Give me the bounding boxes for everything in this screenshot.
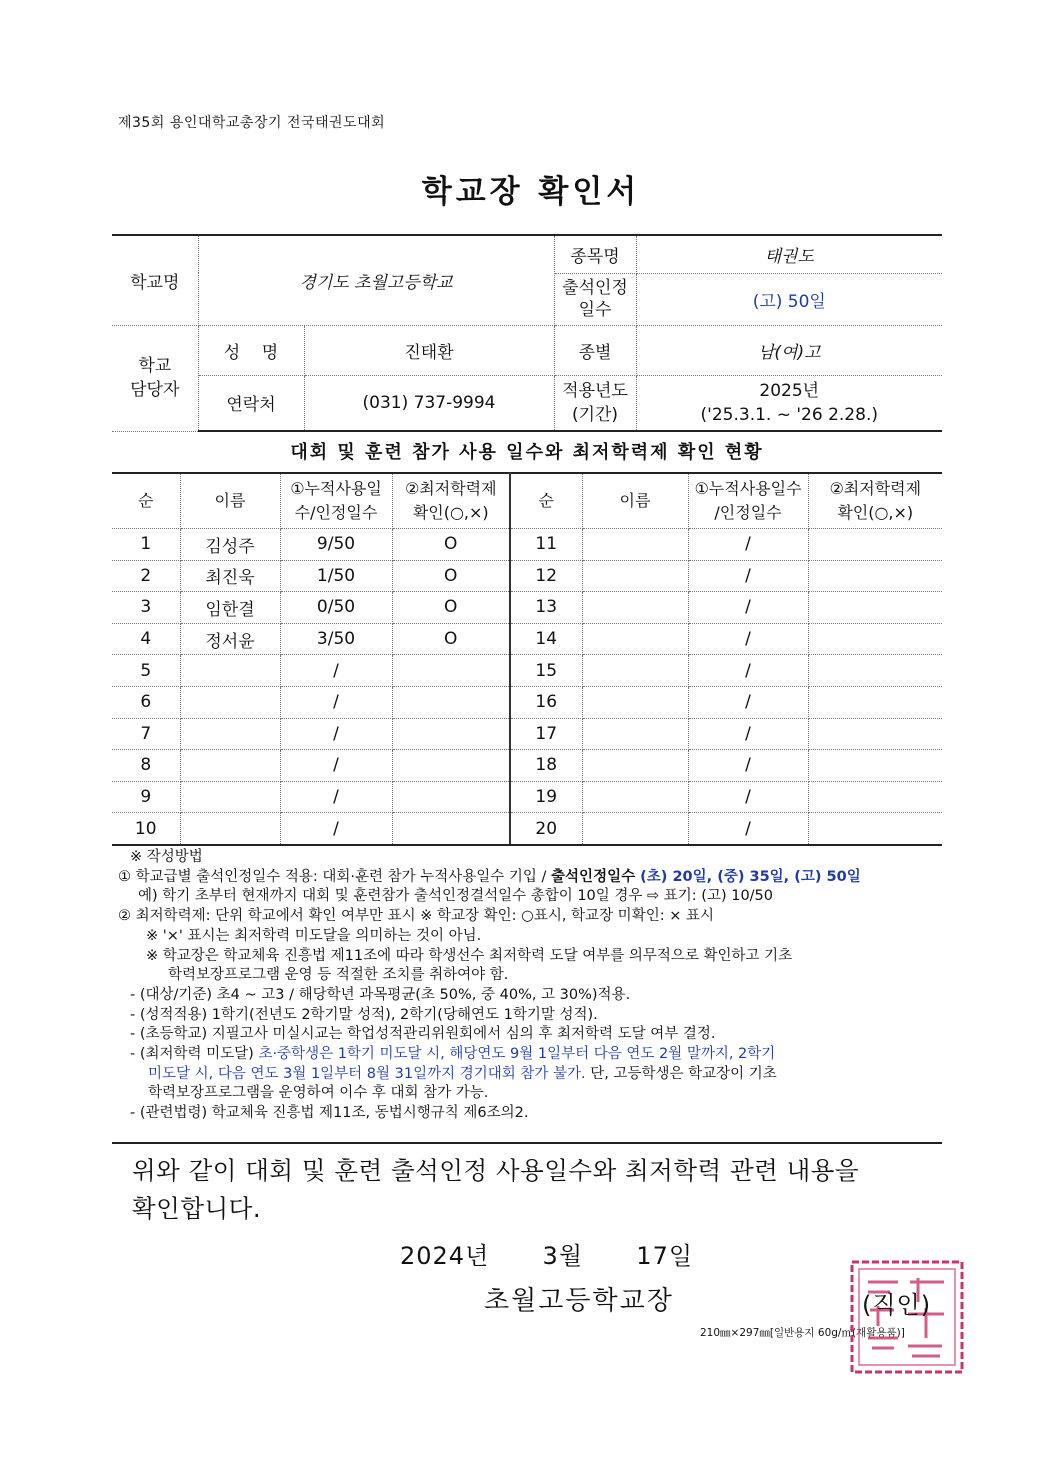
header-no: 순 [112, 473, 180, 529]
name-value: 진태환 [304, 325, 554, 375]
year-value [636, 375, 942, 431]
table-row [112, 781, 942, 813]
cell-no: 6 [112, 686, 180, 718]
cell-check: O [392, 529, 510, 561]
detail-4-tail: 단, 고등학생은 학교장이 기초 [585, 1065, 777, 1082]
cell-check [392, 750, 510, 782]
table-row [112, 529, 942, 561]
year-label-line2: (기간) [571, 404, 619, 425]
detail-4-end: 학력보장프로그램을 운영하여 이수 후 대회 참가 가능. [148, 1085, 489, 1102]
document-title: 학교장 확인서 [421, 174, 641, 210]
cell-name2 [582, 560, 688, 592]
cell-days: 9/50 [280, 529, 392, 561]
cell-no2: 13 [510, 592, 582, 624]
cell-no: 10 [112, 813, 180, 845]
detail-3: - (초등학교) 지필고사 미실시교는 학업성적관리위원회에서 심의 후 최저학력 도달 여부 결정. [130, 1026, 716, 1043]
cell-name2 [582, 686, 688, 718]
header-no-right: 순 [510, 473, 582, 529]
cell-check2 [808, 813, 942, 845]
school-info-table [112, 234, 942, 432]
header-check-right-line1: ②최저학력제 [829, 479, 922, 498]
note-2-a: ※ '×' 표시는 최저학력 미도달을 의미하는 것이 아님. [146, 927, 482, 944]
gender-label: 종별 [554, 325, 636, 375]
cell-no: 4 [112, 623, 180, 655]
school-name-value: 경기도 초월고등학교 [198, 235, 554, 325]
cell-no: 5 [112, 655, 180, 687]
detail-4-blue-cont: 미도달 시, 다음 연도 3월 1일부터 8월 31일까지 경기대회 참가 불가. [148, 1065, 586, 1082]
cell-check2 [808, 750, 942, 782]
attendance-label-line2: 일수 [578, 300, 612, 320]
school-name-label: 학교명 [112, 235, 198, 325]
cell-days2: / [688, 623, 808, 655]
table-row [112, 655, 942, 687]
contact-value: (031) 737-9994 [304, 375, 554, 431]
table-row [112, 750, 942, 782]
date-year: 2024년 [400, 1242, 490, 1270]
cell-days: 1/50 [280, 560, 392, 592]
cell-check2 [808, 592, 942, 624]
detail-4-cont [118, 1065, 948, 1085]
cell-no: 3 [112, 592, 180, 624]
note-2: ② 최저학력제: 단위 학교에서 확인 여부만 표시 ※ 학교장 확인: ○표시, 학교장 미확인: × 표시 [118, 908, 714, 925]
detail-1: - (대상/기준) 초4 ~ 고3 / 해당학년 과목평균(초 50%, 중 40%, 고 30%)적용. [130, 986, 631, 1003]
year-label [554, 375, 636, 431]
table-header-row [112, 473, 942, 529]
header-days [280, 473, 392, 529]
header-check-right [808, 473, 942, 529]
cell-check2 [808, 623, 942, 655]
cell-days2: / [688, 655, 808, 687]
header-name: 이름 [180, 473, 280, 529]
cell-days2: / [688, 718, 808, 750]
cell-check2 [808, 718, 942, 750]
note-1 [118, 868, 948, 888]
header-days-line1: ①누적사용일 [290, 479, 382, 498]
cell-name2 [582, 529, 688, 561]
note-1-example: 예) 학기 초부터 현재까지 대회 및 훈련참가 출석인정결석일수 총합이 10일 경우 ⇨ 표기: (고) 10/50 [138, 888, 774, 905]
status-subheading: 대회 및 훈련 참가 사용 일수와 최저학력제 확인 현황 [290, 442, 764, 463]
notes-heading: ※ 작성방법 [130, 849, 203, 865]
confirmation-statement [132, 1152, 932, 1228]
table-row [112, 592, 942, 624]
cell-days: / [280, 718, 392, 750]
athlete-table [112, 472, 942, 846]
detail-4 [118, 1045, 948, 1065]
manager-label-line2: 담당자 [130, 380, 180, 400]
cell-no: 2 [112, 560, 180, 592]
header-check-line2: 확인(○,×) [412, 503, 489, 522]
cell-name2 [582, 623, 688, 655]
cell-name: 최진욱 [180, 560, 280, 592]
cell-name: 김성주 [180, 529, 280, 561]
cell-no2: 18 [510, 750, 582, 782]
table-row [112, 623, 942, 655]
attendance-value: (고) 50일 [636, 273, 942, 325]
detail-4-label: - (최저학력 미도달) [130, 1046, 259, 1063]
table-row [112, 718, 942, 750]
signer-title: 초월고등학교장 [484, 1286, 674, 1316]
cell-name2 [582, 718, 688, 750]
cell-days2: / [688, 781, 808, 813]
cell-check2 [808, 686, 942, 718]
header-check-line1: ②최저학력제 [404, 479, 497, 498]
table-row [112, 560, 942, 592]
year-value-line2: ('25.3.1. ~ '26 2.28.) [700, 404, 878, 425]
cell-no: 8 [112, 750, 180, 782]
cell-check [392, 718, 510, 750]
cell-days: / [280, 813, 392, 845]
cell-check [392, 655, 510, 687]
cell-no2: 20 [510, 813, 582, 845]
cell-days2: / [688, 560, 808, 592]
cell-name [180, 813, 280, 845]
confirmation-line2: 확인합니다. [132, 1194, 262, 1223]
cell-days2: / [688, 686, 808, 718]
divider-line [112, 1142, 942, 1144]
header-days-right-line2: /인정일수 [714, 503, 782, 522]
header-name-right: 이름 [582, 473, 688, 529]
cell-name [180, 750, 280, 782]
contact-label: 연락처 [198, 375, 304, 431]
cell-check: O [392, 623, 510, 655]
attendance-label [554, 273, 636, 325]
header-check [392, 473, 510, 529]
cell-check: O [392, 560, 510, 592]
cell-no2: 17 [510, 718, 582, 750]
note-2-b2: 학력보장프로그램 운영 등 적절한 조치를 취하여야 함. [168, 967, 509, 984]
cell-days: 0/50 [280, 592, 392, 624]
cell-name [180, 655, 280, 687]
table-row [112, 813, 942, 845]
cell-name2 [582, 781, 688, 813]
cell-no2: 14 [510, 623, 582, 655]
confirmation-line1: 위와 같이 대회 및 훈련 출석인정 사용일수와 최저학력 관련 내용을 [132, 1156, 860, 1185]
competition-header: 제35회 용인대학교총장기 전국태권도대회 [118, 115, 386, 131]
year-label-line1: 적용년도 [562, 380, 628, 401]
cell-no: 7 [112, 718, 180, 750]
cell-check2 [808, 529, 942, 561]
note-2-b1: ※ 학교장은 학교체육 진흥법 제11조에 따라 학생선수 최저학력 도달 여부를 의무적으로 확인하고 기초 [146, 947, 793, 964]
cell-check [392, 781, 510, 813]
cell-days2: / [688, 750, 808, 782]
cell-no2: 11 [510, 529, 582, 561]
name-label: 성 명 [198, 325, 304, 375]
header-days-right-line1: ①누적사용일수 [694, 479, 802, 498]
detail-2: - (성적적용) 1학기(전년도 2학기말 성적), 2학기(당해연도 1학기말 성적). [130, 1006, 598, 1023]
header-check-right-line2: 확인(○,×) [837, 503, 914, 522]
attendance-label-line1: 출석인정 [562, 278, 628, 298]
cell-no2: 19 [510, 781, 582, 813]
cell-no2: 16 [510, 686, 582, 718]
note-1-days: (초) 20일, (중) 35일, (고) 50일 [635, 868, 861, 885]
header-days-line2: 수/인정일수 [294, 503, 378, 522]
year-value-line1: 2025년 [759, 380, 820, 401]
cell-days: / [280, 655, 392, 687]
cell-name: 임한결 [180, 592, 280, 624]
event-value: 태권도 [636, 235, 942, 273]
cell-days2: / [688, 529, 808, 561]
cell-check2 [808, 781, 942, 813]
cell-name2 [582, 750, 688, 782]
cell-name [180, 686, 280, 718]
cell-name2 [582, 655, 688, 687]
cell-no2: 15 [510, 655, 582, 687]
note-1-bold: 출석인정일수 [551, 868, 636, 885]
cell-no: 9 [112, 781, 180, 813]
cell-check2 [808, 655, 942, 687]
detail-5: - (관련법령) 학교체육 진흥법 제11조, 동법시행규칙 제6조의2. [130, 1105, 529, 1122]
cell-no: 1 [112, 529, 180, 561]
manager-label-line1: 학교 [138, 356, 172, 376]
cell-days: / [280, 750, 392, 782]
cell-days2: / [688, 592, 808, 624]
cell-name [180, 718, 280, 750]
table-row [112, 686, 942, 718]
cell-days: / [280, 686, 392, 718]
event-label: 종목명 [554, 235, 636, 273]
cell-days2: / [688, 813, 808, 845]
cell-name: 정서윤 [180, 623, 280, 655]
paper-spec: 210㎜×297㎜[일반용지 60g/㎡(재활용품)] [700, 1327, 905, 1339]
cell-name [180, 781, 280, 813]
issue-date [400, 1236, 693, 1271]
date-day: 17일 [636, 1242, 694, 1270]
manager-label [112, 325, 198, 431]
note-1-text: ① 학교급별 출석인정일수 적용: 대회·훈련 참가 누적사용일수 기입 / [118, 868, 552, 885]
cell-name2 [582, 813, 688, 845]
detail-4-blue: 초·중학생은 1학기 미도달 시, 해당연도 9월 1일부터 다음 연도 2월 말까지, 2학기 [258, 1046, 776, 1063]
cell-check: O [392, 592, 510, 624]
date-month: 3월 [542, 1242, 584, 1270]
cell-name2 [582, 592, 688, 624]
writing-instructions [118, 848, 948, 1124]
cell-days: / [280, 781, 392, 813]
table-body [112, 529, 942, 845]
header-days-right [688, 473, 808, 529]
seal-label: (직인) [862, 1291, 932, 1319]
cell-days: 3/50 [280, 623, 392, 655]
cell-check [392, 686, 510, 718]
cell-check2 [808, 560, 942, 592]
gender-value: 남(여)고 [636, 325, 942, 375]
cell-check [392, 813, 510, 845]
cell-no2: 12 [510, 560, 582, 592]
